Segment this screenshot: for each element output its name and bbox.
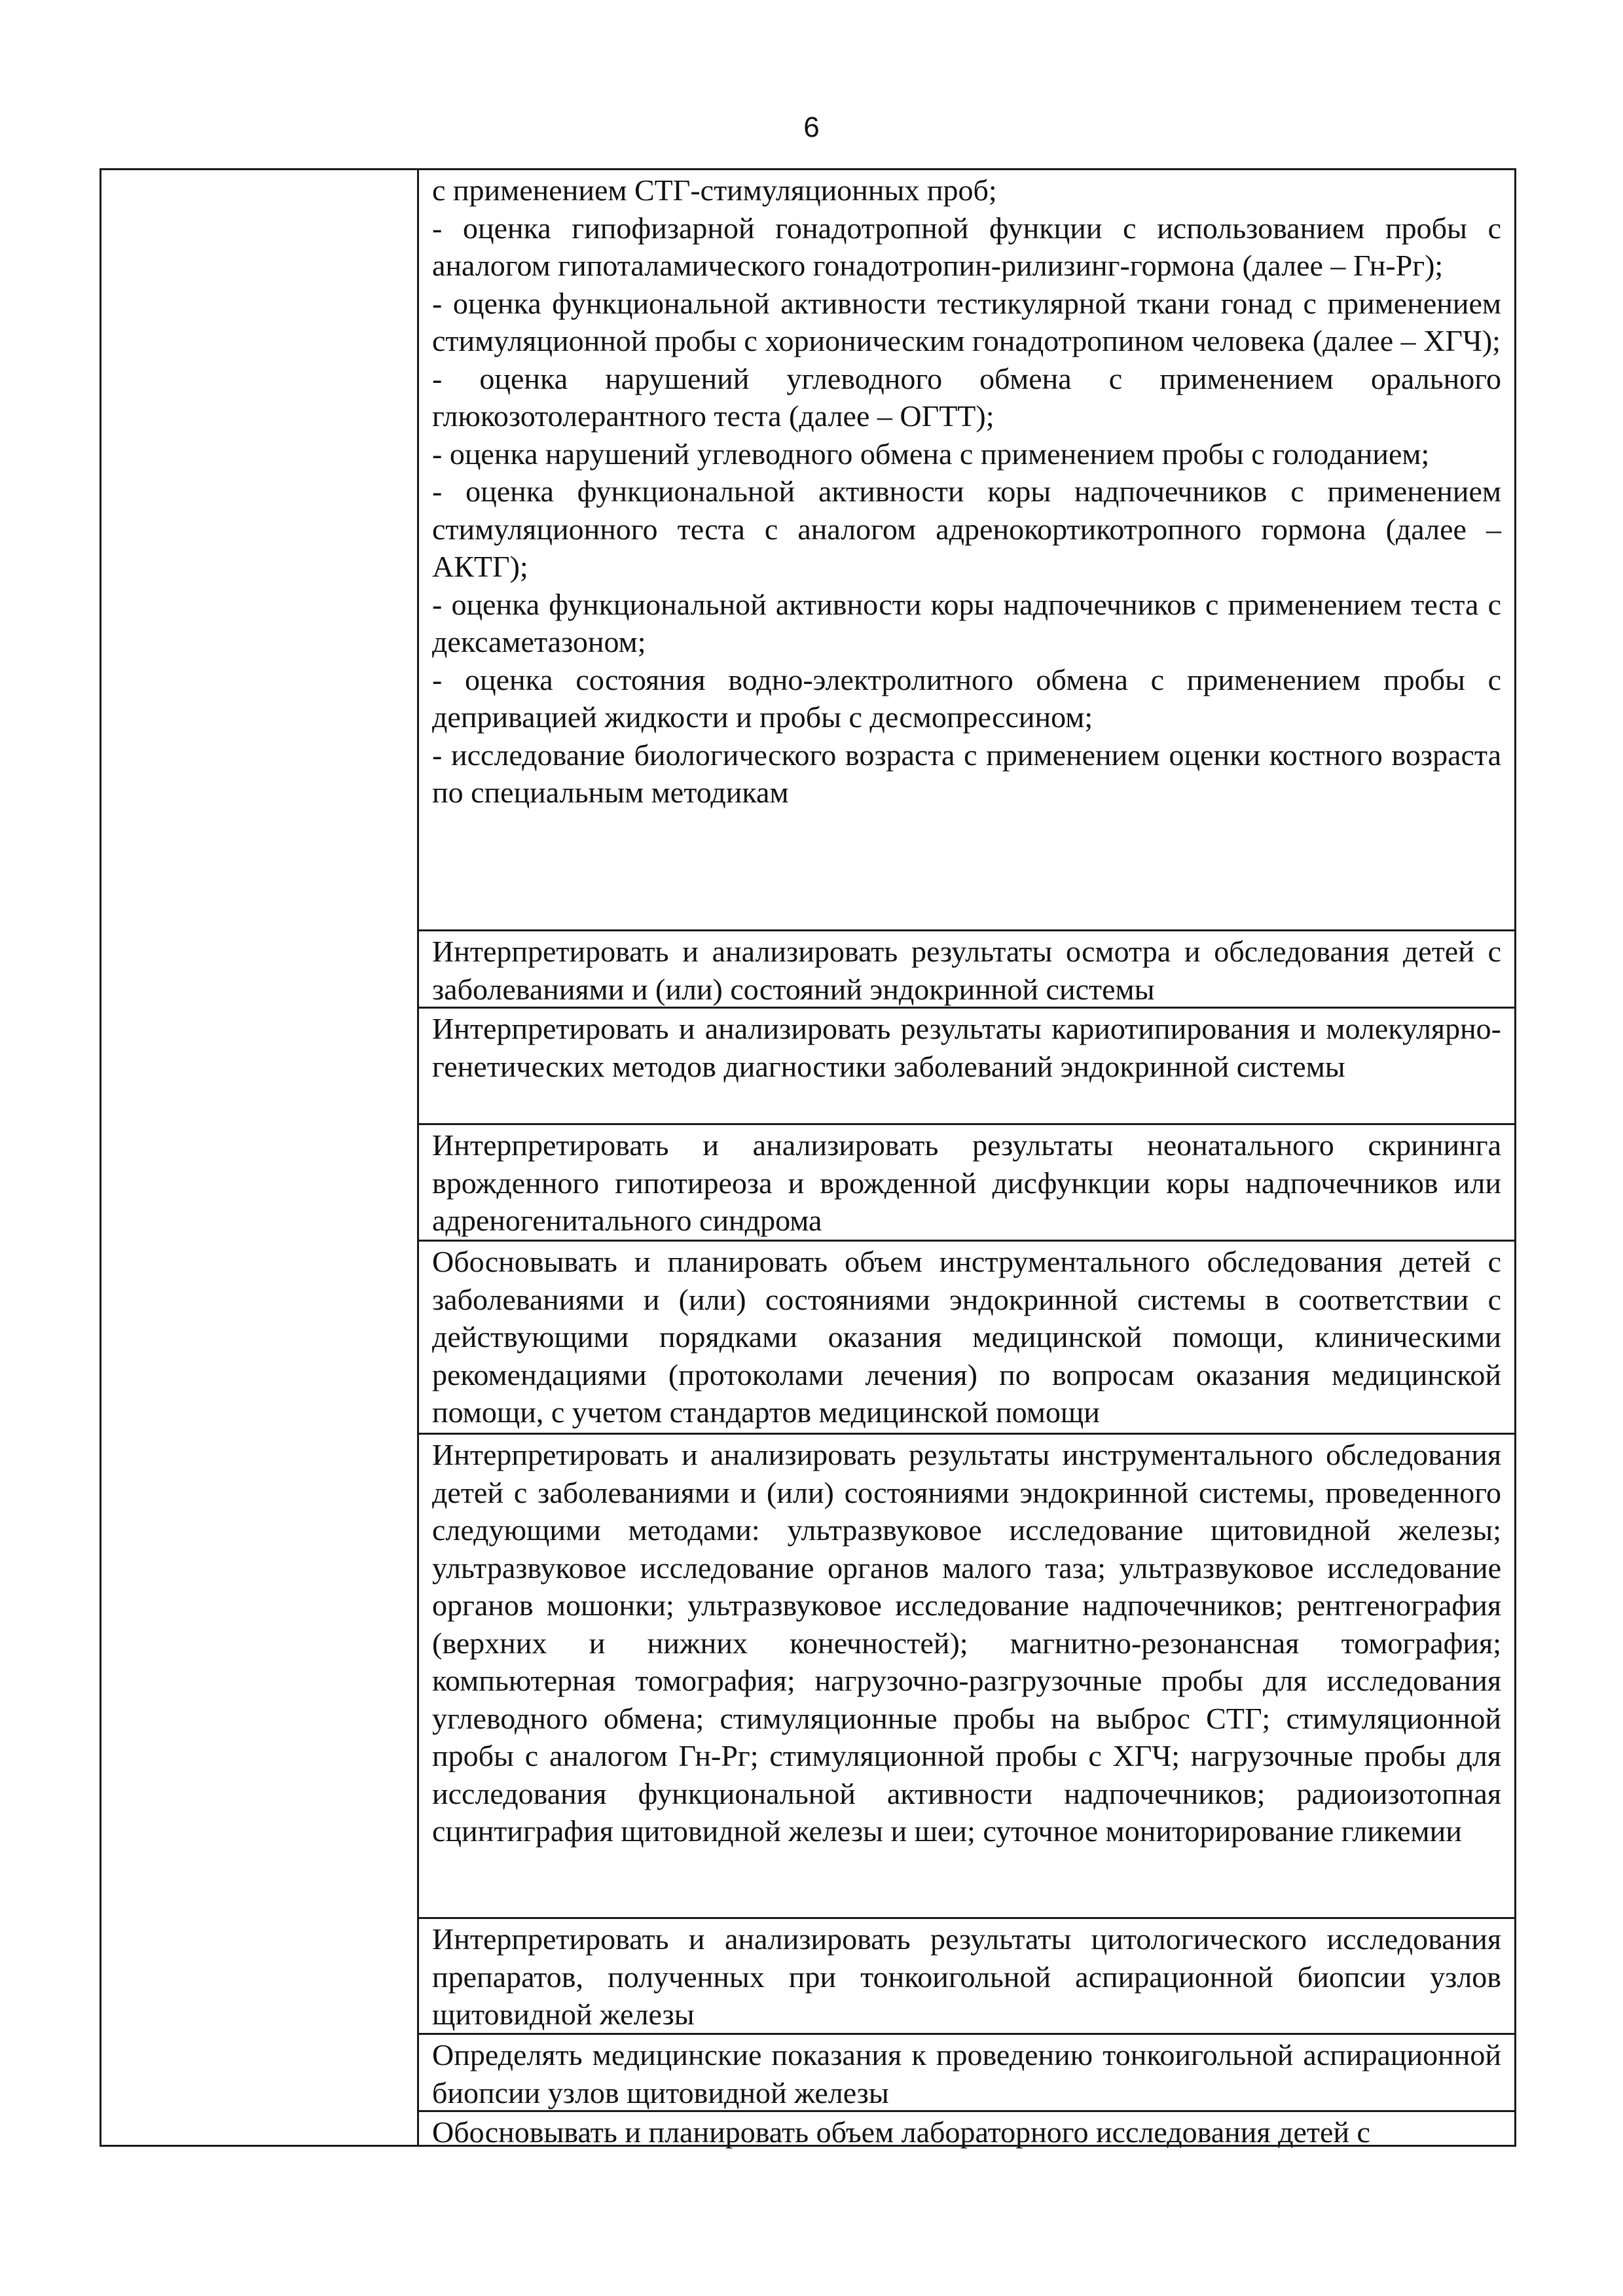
list-item: - оценка функциональной активности коры надпочечников с применением стимуляционного теста с аналогом адренокортикотропного гормона (далее – АКТГ); [432,475,1501,583]
list-item: - оценка нарушений углеводного обмена с применением орального глюкозотолерантного теста (далее – ОГТТ); [432,361,1501,433]
row-text: Определять медицинские показания к проведению тонкоигольной аспирационной биопсии узлов щитовидной железы [432,2038,1501,2109]
table-row [419,1125,1514,1242]
list-item: - оценка состояния водно-электролитного обмена с применением пробы с депривацией жидкости и пробы с десмопрессином; [432,662,1501,734]
table-right-column [419,170,1514,2149]
row-text: Интерпретировать и анализировать результаты кариотипирования и молекулярно-генетических методов диагностики заболеваний эндокринной системы [432,1012,1501,1083]
page-number: 6 [803,111,820,143]
table-row [419,170,1514,931]
table-row [419,1919,1514,2035]
table-row [419,1009,1514,1125]
list-item: - исследование биологического возраста с применением оценки костного возраста по специальным методикам [432,738,1501,809]
table-row [419,931,1514,1009]
list-item: - оценка функциональной активности тестикулярной ткани гонад с применением стимуляционной пробы с хорионическим гонадотропином человека (далее – ХГЧ); [432,286,1501,357]
row-text: Интерпретировать и анализировать результаты осмотра и обследования детей с заболеваниями и (или) состояний эндокринной системы [432,935,1501,1006]
row-text: Интерпретировать и анализировать результаты цитологического исследования препаратов, полученных при тонкоигольной аспирационной биопсии узлов щитовидной железы [432,1922,1501,2031]
table-row [419,2112,1514,2149]
requirements-table [100,168,1516,2147]
list-item: - оценка нарушений углеводного обмена с применением пробы с голоданием; [432,437,1430,471]
list-item: - оценка гипофизарной гонадотропной функции с использованием пробы с аналогом гипоталамического гонадотропин-рилизинг-гормона (далее – Гн-Рг); [432,211,1501,282]
list-item: с применением СТГ-стимуляционных проб; [432,173,997,207]
row-text: Обосновывать и планировать объем инструментального обследования детей с заболеваниями и (или) состояниями эндокринной системы в соответствии с действующими порядками оказания медицинской помощи, клиническими рекомендациями (протоколами лечения) по вопросам оказания медицинской помощи, с учетом стандартов медицинской помощи [432,1245,1501,1429]
table-left-column [101,170,419,2145]
table-row [419,2035,1514,2112]
table-row [419,1242,1514,1435]
row-text: Интерпретировать и анализировать результаты неонатального скрининга врожденного гипотиреоза и врожденной дисфункции коры надпочечников или адреногенитального синдрома [432,1128,1501,1237]
row-text: Интерпретировать и анализировать результаты инструментального обследования детей с заболеваниями и (или) состояниями эндокринной системы, проведенного следующими методами: ультразвуковое исследование щитовидной железы; ультразвуковое исследование органов малого таза; ультразвуковое исследование органов мошонки; ультразвуковое исследование надпочечников; рентгенография (верхних и нижних конечностей); магнитно-резонансная томография; компьютерная томография; нагрузочно-разгрузочные пробы для исследования углеводного обмена; стимуляционные пробы на выброс СТГ; стимуляционной пробы с аналогом Гн-Рг; стимуляционной пробы с ХГЧ; нагрузочные пробы для исследования функциональной активности надпочечников; радиоизотопная сцинтиграфия щитовидной железы и шеи; суточное мониторирование гликемии [432,1438,1501,1848]
row-text: Обосновывать и планировать объем лабораторного исследования детей с [432,2115,1370,2149]
table-row [419,1435,1514,1919]
list-item: - оценка функциональной активности коры надпочечников с применением теста с дексаметазоном; [432,587,1501,658]
